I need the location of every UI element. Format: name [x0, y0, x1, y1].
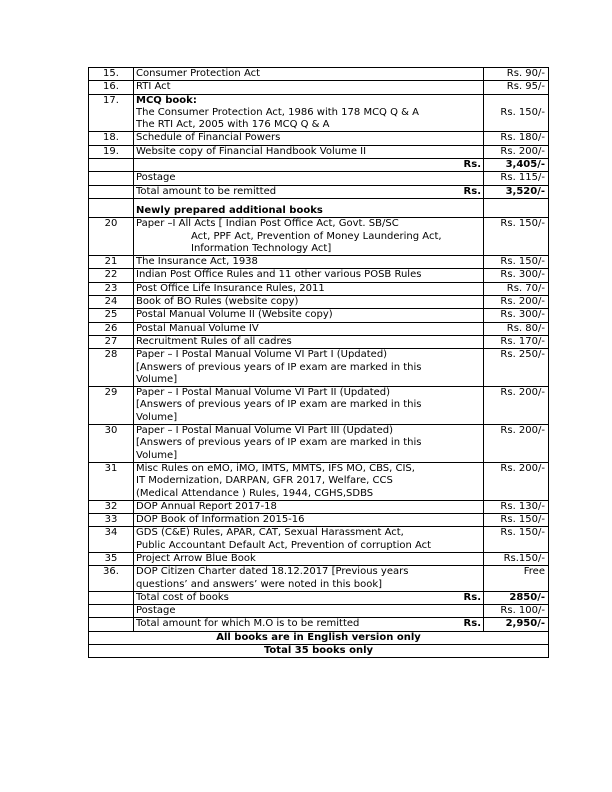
- book-title: Paper – I Postal Manual Volume VI Part II (Updated) [Answers of previous years of IP exam are marked in this Volume]: [134, 387, 484, 425]
- table-row: 34 GDS (C&E) Rules, APAR, CAT, Sexual Harassment Act, Public Accountant Default Act, Prevention of corruption Act Rs. 150/-: [89, 527, 549, 553]
- serial-number: 18.: [89, 132, 134, 145]
- book-price: Rs. 150/-: [484, 256, 549, 269]
- postage-amount: Rs. 115/-: [484, 172, 549, 185]
- postage-label: Postage: [134, 605, 484, 618]
- book-title: Indian Post Office Rules and 11 other various POSB Rules: [134, 269, 484, 282]
- rs-label: Rs.: [463, 618, 481, 630]
- book-price: Rs. 200/-: [484, 296, 549, 309]
- table-row: 30 Paper – I Postal Manual Volume VI Part III (Updated) [Answers of previous years of IP exam are marked in this Volume] Rs. 200/-: [89, 425, 549, 463]
- mcq-line: The Consumer Protection Act, 1986 with 178 MCQ Q & A: [136, 106, 419, 118]
- book-price: Rs. 180/-: [484, 132, 549, 145]
- book-price: Rs. 300/-: [484, 269, 549, 282]
- footer-row: [89, 645, 549, 658]
- book-title: Recruitment Rules of all cadres: [134, 335, 484, 348]
- table-row: 31 Misc Rules on eMO, iMO, IMTS, MMTS, IFS MO, CBS, CIS, IT Modernization, DARPAN, GFR 2017, Welfare, CCS (Medical Attendance ) Rules, 1944, CGHS,SDBS Rs. 200/-: [89, 462, 549, 500]
- book-title: RTI Act: [134, 81, 484, 94]
- total-cost-label: Total cost of books: [136, 591, 229, 603]
- section-heading-row: [89, 198, 549, 217]
- postage-row: [89, 172, 549, 185]
- subtotal-row: [89, 159, 549, 172]
- total-amount: 2,950/-: [484, 618, 549, 631]
- table-row: 25 Postal Manual Volume II (Website copy) Rs. 300/-: [89, 309, 549, 322]
- book-title: Postal Manual Volume II (Website copy): [134, 309, 484, 322]
- mcq-line: The RTI Act, 2005 with 176 MCQ Q & A: [136, 119, 330, 131]
- table-row: 27 Recruitment Rules of all cadres Rs. 170/-: [89, 335, 549, 348]
- book-title: Post Office Life Insurance Rules, 2011: [134, 282, 484, 295]
- footer-total: Total 35 books only: [89, 645, 549, 658]
- table-row: [89, 132, 549, 145]
- table-row: 33 DOP Book of Information 2015-16 Rs. 150/-: [89, 514, 549, 527]
- table-row: 26 Postal Manual Volume IV Rs. 80/-: [89, 322, 549, 335]
- book-title: DOP Citizen Charter dated 18.12.2017 [Previous years questions’ and answers’ were noted in this book]: [134, 566, 484, 592]
- book-title: Consumer Protection Act: [134, 68, 484, 81]
- book-title: Postal Manual Volume IV: [134, 322, 484, 335]
- total-row: [89, 185, 549, 198]
- serial-number: 17.: [89, 94, 134, 132]
- table-row: 22 Indian Post Office Rules and 11 other various POSB Rules Rs. 300/-: [89, 269, 549, 282]
- book-title: Project Arrow Blue Book: [134, 552, 484, 565]
- book-price: Rs. 90/-: [484, 68, 549, 81]
- book-price: Rs. 150/-: [484, 514, 549, 527]
- book-title: Paper – I Postal Manual Volume VI Part I (Updated) [Answers of previous years of IP exam are marked in this Volume]: [134, 349, 484, 387]
- book-price: Rs. 150/-: [484, 218, 549, 256]
- table-row: 35 Project Arrow Blue Book Rs.150/-: [89, 552, 549, 565]
- table-row: [89, 81, 549, 94]
- book-price: Rs. 80/-: [484, 322, 549, 335]
- serial-number: 16.: [89, 81, 134, 94]
- serial-number: 19.: [89, 145, 134, 158]
- book-price: Rs. 200/-: [484, 145, 549, 158]
- book-price: Rs. 70/-: [484, 282, 549, 295]
- total-label: Total amount for which M.O is to be remitted: [136, 618, 360, 630]
- footer-row: [89, 631, 549, 644]
- book-title: DOP Book of Information 2015-16: [134, 514, 484, 527]
- book-price: Rs. 250/-: [484, 349, 549, 387]
- book-price: Rs. 170/-: [484, 335, 549, 348]
- serial-number: 15.: [89, 68, 134, 81]
- table-row: [89, 68, 549, 81]
- book-title: [134, 94, 484, 132]
- postage-row: [89, 605, 549, 618]
- table-row: [89, 94, 549, 132]
- total-label: Total amount to be remitted: [136, 185, 277, 197]
- postage-label: Postage: [134, 172, 484, 185]
- book-title: Paper – I Postal Manual Volume VI Part III (Updated) [Answers of previous years of IP exam are marked in this Volume]: [134, 425, 484, 463]
- book-price: Free: [484, 566, 549, 592]
- total-row: [89, 618, 549, 631]
- total-cost-amount: 2850/-: [484, 591, 549, 604]
- book-title: Paper –I All Acts [ Indian Post Office Act, Govt. SB/SC Act, PPF Act, Prevention of Money Laundering Act, Information Technology Act]: [134, 218, 484, 256]
- book-title: Misc Rules on eMO, iMO, IMTS, MMTS, IFS MO, CBS, CIS, IT Modernization, DARPAN, GFR 2017, Welfare, CCS (Medical Attendance ) Rules, 1944, CGHS,SDBS: [134, 462, 484, 500]
- rs-label: Rs.: [463, 591, 481, 603]
- book-price: Rs. 200/-: [484, 387, 549, 425]
- book-price: Rs. 150/-: [484, 94, 549, 132]
- book-price: Rs.150/-: [484, 552, 549, 565]
- total-amount: 3,520/-: [484, 185, 549, 198]
- table-row: 21 The Insurance Act, 1938 Rs. 150/-: [89, 256, 549, 269]
- book-title: Schedule of Financial Powers: [134, 132, 484, 145]
- book-price: Rs. 130/-: [484, 500, 549, 513]
- book-price: Rs. 200/-: [484, 425, 549, 463]
- book-title: The Insurance Act, 1938: [134, 256, 484, 269]
- table-row: 36. DOP Citizen Charter dated 18.12.2017 [Previous years questions’ and answers’ were noted in this book] Free: [89, 566, 549, 592]
- mcq-heading: MCQ book:: [136, 94, 197, 106]
- rs-label: Rs.: [463, 159, 481, 171]
- book-title: Website copy of Financial Handbook Volume II: [134, 145, 484, 158]
- book-price: Rs. 300/-: [484, 309, 549, 322]
- total-cost-row: [89, 591, 549, 604]
- table-row: 24 Book of BO Rules (website copy) Rs. 200/-: [89, 296, 549, 309]
- table-row: 32 DOP Annual Report 2017-18 Rs. 130/-: [89, 500, 549, 513]
- book-title: Book of BO Rules (website copy): [134, 296, 484, 309]
- table-row: 28 Paper – I Postal Manual Volume VI Part I (Updated) [Answers of previous years of IP exam are marked in this Volume] Rs. 250/-: [89, 349, 549, 387]
- table-row: [89, 145, 549, 158]
- subtotal-amount: 3,405/-: [484, 159, 549, 172]
- postage-amount: Rs. 100/-: [484, 605, 549, 618]
- book-title: DOP Annual Report 2017-18: [134, 500, 484, 513]
- table-row: [89, 218, 549, 256]
- footer-note: All books are in English version only: [89, 631, 549, 644]
- book-price: Rs. 95/-: [484, 81, 549, 94]
- table-row: 23 Post Office Life Insurance Rules, 2011 Rs. 70/-: [89, 282, 549, 295]
- table-row: 29 Paper – I Postal Manual Volume VI Part II (Updated) [Answers of previous years of IP exam are marked in this Volume] Rs. 200/-: [89, 387, 549, 425]
- book-price-table: [88, 67, 549, 658]
- serial-number: 20: [89, 218, 134, 256]
- section-heading: Newly prepared additional books: [136, 204, 323, 216]
- book-title: GDS (C&E) Rules, APAR, CAT, Sexual Harassment Act, Public Accountant Default Act, Prevention of corruption Act: [134, 527, 484, 553]
- book-price: Rs. 200/-: [484, 462, 549, 500]
- rs-label: Rs.: [463, 185, 481, 197]
- book-price: Rs. 150/-: [484, 527, 549, 553]
